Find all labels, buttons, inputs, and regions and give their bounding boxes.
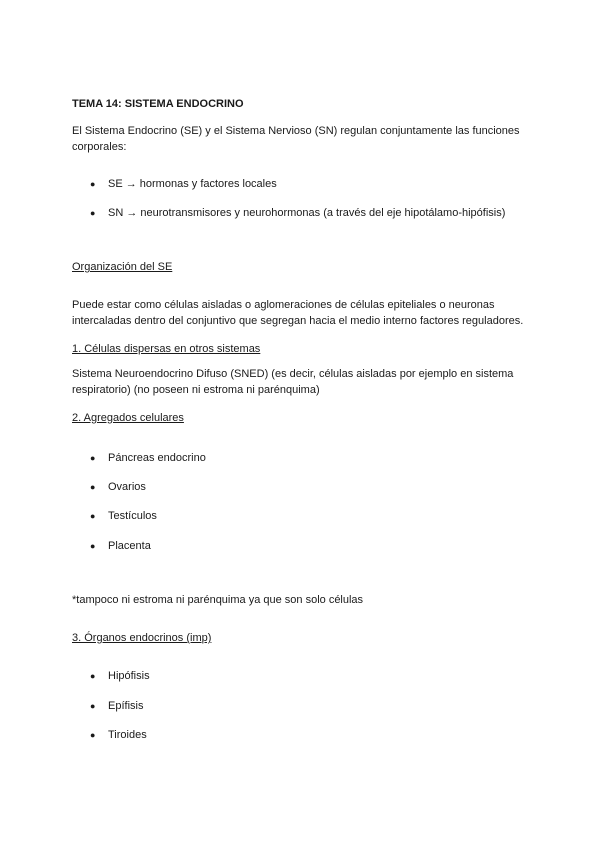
subsection-heading-3: 3. Órganos endocrinos (imp) bbox=[72, 632, 212, 644]
bullet-icon: ● bbox=[90, 541, 96, 551]
bullet-icon: ● bbox=[90, 671, 96, 681]
document-title: TEMA 14: SISTEMA ENDOCRINO bbox=[72, 98, 244, 110]
list-item-text: SE → hormonas y factores locales bbox=[108, 178, 277, 190]
list-item-text: Testículos bbox=[108, 510, 157, 522]
subsection-heading-2: 2. Agregados celulares bbox=[72, 412, 184, 424]
list-item bbox=[90, 698, 550, 714]
list-item bbox=[90, 479, 550, 495]
subsection-2-note: *tampoco ni estroma ni parénquima ya que son solo células bbox=[72, 594, 364, 606]
list-item-text: SN → neurotransmisores y neurohormonas (a través del eje hipotálamo-hipófisis) bbox=[108, 207, 506, 219]
list-item-text: Páncreas endocrino bbox=[108, 452, 206, 464]
bullet-icon: ● bbox=[90, 453, 96, 463]
bullet-icon: ● bbox=[90, 208, 96, 218]
bullet-icon: ● bbox=[90, 179, 96, 189]
list-item-text: Hipófisis bbox=[108, 670, 150, 682]
bullet-icon: ● bbox=[90, 730, 96, 740]
list-item bbox=[90, 450, 550, 466]
list-item bbox=[90, 176, 550, 192]
list-item-text: Ovarios bbox=[108, 481, 146, 493]
list-item bbox=[90, 205, 550, 221]
list-item bbox=[90, 727, 550, 743]
subsection-1-paragraph: Sistema Neuroendocrino Difuso (SNED) (es decir, células aisladas por ejemplo en sistema respiratorio) (no poseen ni estroma ni parénquima) bbox=[72, 368, 514, 396]
bullet-icon: ● bbox=[90, 701, 96, 711]
list-item bbox=[90, 668, 550, 684]
list-item bbox=[90, 508, 550, 524]
section-heading-organizacion: Organización del SE bbox=[72, 261, 173, 273]
bullet-icon: ● bbox=[90, 482, 96, 492]
list-item bbox=[90, 538, 550, 554]
organizacion-paragraph: Puede estar como células aisladas o aglomeraciones de células epiteliales o neuronas intercaladas dentro del conjuntivo que segregan hacia el medio interno factores reguladores. bbox=[72, 299, 524, 327]
intro-paragraph: El Sistema Endocrino (SE) y el Sistema Nervioso (SN) regulan conjuntamente las funciones corporales: bbox=[72, 125, 520, 153]
list-item-text: Epífisis bbox=[108, 700, 144, 712]
bullet-icon: ● bbox=[90, 511, 96, 521]
subsection-heading-1: 1. Células dispersas en otros sistemas bbox=[72, 343, 261, 355]
list-item-text: Placenta bbox=[108, 540, 151, 552]
list-item-text: Tiroides bbox=[108, 729, 147, 741]
